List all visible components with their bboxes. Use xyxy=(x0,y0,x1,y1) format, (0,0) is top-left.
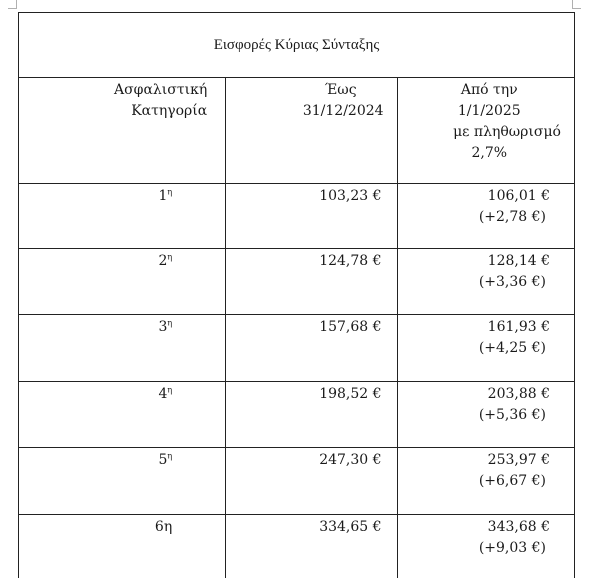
increase-amount: (+9,03 €) xyxy=(478,540,546,556)
table-row xyxy=(19,515,575,578)
old-amount-cell: 124,78 € xyxy=(226,249,397,315)
table-row xyxy=(19,382,575,448)
category-number: 4 xyxy=(158,386,168,402)
new-amount: 106,01 € xyxy=(487,188,550,204)
category-suffix: η xyxy=(167,451,173,461)
header-until-line-1: Έως xyxy=(324,82,357,98)
category-number: 2 xyxy=(158,253,168,269)
category-cell xyxy=(19,184,226,249)
header-until xyxy=(226,78,397,184)
category-suffix: η xyxy=(167,318,173,328)
category-number: 1 xyxy=(158,188,168,204)
header-category-line-1: Ασφαλιστική xyxy=(114,82,208,98)
table-row xyxy=(19,448,575,515)
category-cell xyxy=(19,315,226,382)
new-amount-cell xyxy=(397,184,574,249)
category-cell xyxy=(19,515,226,578)
header-category-line-2: Κατηγορία xyxy=(131,103,208,119)
header-row xyxy=(19,78,575,184)
category-suffix: η xyxy=(167,385,173,395)
table-row xyxy=(19,315,575,382)
table-row xyxy=(19,249,575,315)
new-amount: 128,14 € xyxy=(487,253,550,269)
new-amount-cell xyxy=(397,315,574,382)
old-amount-cell: 334,65 € xyxy=(226,515,397,578)
category-number: 5 xyxy=(158,452,168,468)
header-until-line-2: 31/12/2024 xyxy=(302,103,384,119)
old-amount-cell: 103,23 € xyxy=(226,184,397,249)
category-number: 6η xyxy=(154,519,173,535)
category-suffix: η xyxy=(167,252,173,262)
increase-amount: (+6,67 €) xyxy=(478,473,546,489)
contributions-table xyxy=(18,12,575,578)
new-amount-cell xyxy=(397,249,574,315)
increase-amount: (+3,36 €) xyxy=(478,274,546,290)
title-row xyxy=(19,13,575,78)
margin-corner-mark-left xyxy=(8,0,17,9)
old-amount-cell: 247,30 € xyxy=(226,448,397,515)
increase-amount: (+5,36 €) xyxy=(478,407,546,423)
old-amount-cell: 157,68 € xyxy=(226,315,397,382)
increase-amount: (+4,25 €) xyxy=(478,340,546,356)
new-amount-cell xyxy=(397,448,574,515)
table-row xyxy=(19,184,575,249)
new-amount: 203,88 € xyxy=(487,386,550,402)
new-amount-cell xyxy=(397,515,574,578)
old-amount-cell: 198,52 € xyxy=(226,382,397,448)
category-suffix: η xyxy=(167,187,173,197)
new-amount-cell xyxy=(397,382,574,448)
new-amount: 161,93 € xyxy=(487,319,550,335)
header-from xyxy=(397,78,574,184)
header-from-line-3: με πληθωρισμό xyxy=(453,124,561,140)
increase-amount: (+2,78 €) xyxy=(478,209,546,225)
new-amount: 343,68 € xyxy=(487,519,550,535)
category-cell xyxy=(19,249,226,315)
new-amount: 253,97 € xyxy=(487,452,550,468)
header-from-line-2: 1/1/2025 xyxy=(457,103,521,119)
header-category xyxy=(19,78,226,184)
category-cell xyxy=(19,382,226,448)
margin-corner-mark-right xyxy=(572,0,581,9)
category-number: 3 xyxy=(158,319,168,335)
category-cell xyxy=(19,448,226,515)
table-title: Εισφορές Κύριας Σύνταξης xyxy=(19,13,575,78)
header-from-line-4: 2,7% xyxy=(471,145,508,161)
header-from-line-1: Από την xyxy=(460,82,518,98)
